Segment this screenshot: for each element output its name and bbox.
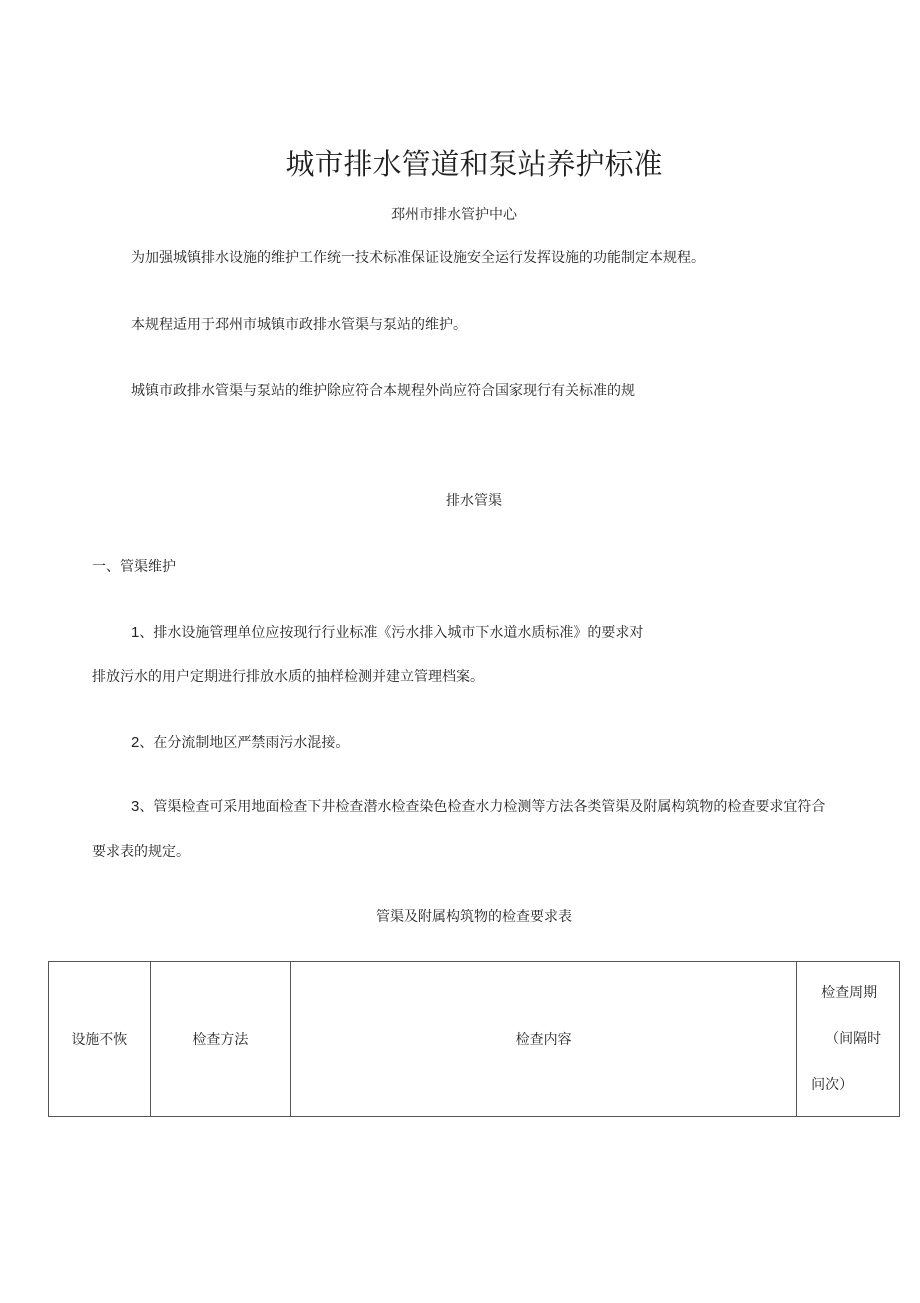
header-period-line-2: （间隔时 bbox=[825, 1031, 882, 1047]
header-period-line-1: 检查周期 bbox=[821, 985, 878, 1001]
item-2 bbox=[131, 732, 349, 752]
table-caption: 管渠及附属构筑物的检查要求表 bbox=[376, 909, 572, 925]
section-title: 排水管渠 bbox=[446, 493, 502, 509]
item-3-line-1 bbox=[131, 796, 825, 816]
header-facility: 设施不恢 bbox=[49, 962, 151, 1117]
item-1-line-1 bbox=[131, 622, 643, 642]
organization-name: 邳州市排水管护中心 bbox=[391, 207, 517, 223]
intro-paragraph-1: 为加强城镇排水设施的维护工作统一技术标准保证设施安全运行发挥设施的功能制定本规程。 bbox=[131, 250, 705, 266]
intro-paragraph-3: 城镇市政排水管渠与泵站的维护除应符合本规程外尚应符合国家现行有关标准的规 bbox=[131, 383, 635, 399]
item-2-number: 2 bbox=[131, 734, 140, 751]
item-2-text: 、在分流制地区严禁雨污水混接。 bbox=[139, 735, 350, 751]
header-method: 检查方法 bbox=[150, 962, 290, 1117]
document-title: 城市排水管道和泵站养护标准 bbox=[285, 147, 663, 181]
table-header-row bbox=[49, 962, 900, 1117]
subsection-title: 一、管渠维护 bbox=[92, 559, 176, 575]
intro-paragraph-2: 本规程适用于邳州市城镇市政排水管渠与泵站的维护。 bbox=[131, 317, 467, 333]
header-period-line-3: 问次） bbox=[811, 1077, 854, 1093]
item-1-text: 、排水设施管理单位应按现行行业标准《污水排入城市下水道水质标准》的要求对 bbox=[139, 625, 644, 641]
header-period bbox=[797, 962, 900, 1117]
inspection-requirements-table bbox=[48, 961, 900, 1117]
item-3-line-2: 要求表的规定。 bbox=[92, 844, 190, 860]
header-content: 检查内容 bbox=[291, 962, 797, 1117]
item-1-number: 1 bbox=[131, 624, 140, 641]
item-3-number: 3 bbox=[131, 798, 140, 815]
item-3-text: 、管渠检查可采用地面检查下井检查潜水检查染色检查水力检测等方法各类管渠及附属构筑物的检查要求宜符合 bbox=[139, 799, 826, 815]
item-1-line-2: 排放污水的用户定期进行排放水质的抽样检测并建立管理档案。 bbox=[92, 669, 484, 685]
